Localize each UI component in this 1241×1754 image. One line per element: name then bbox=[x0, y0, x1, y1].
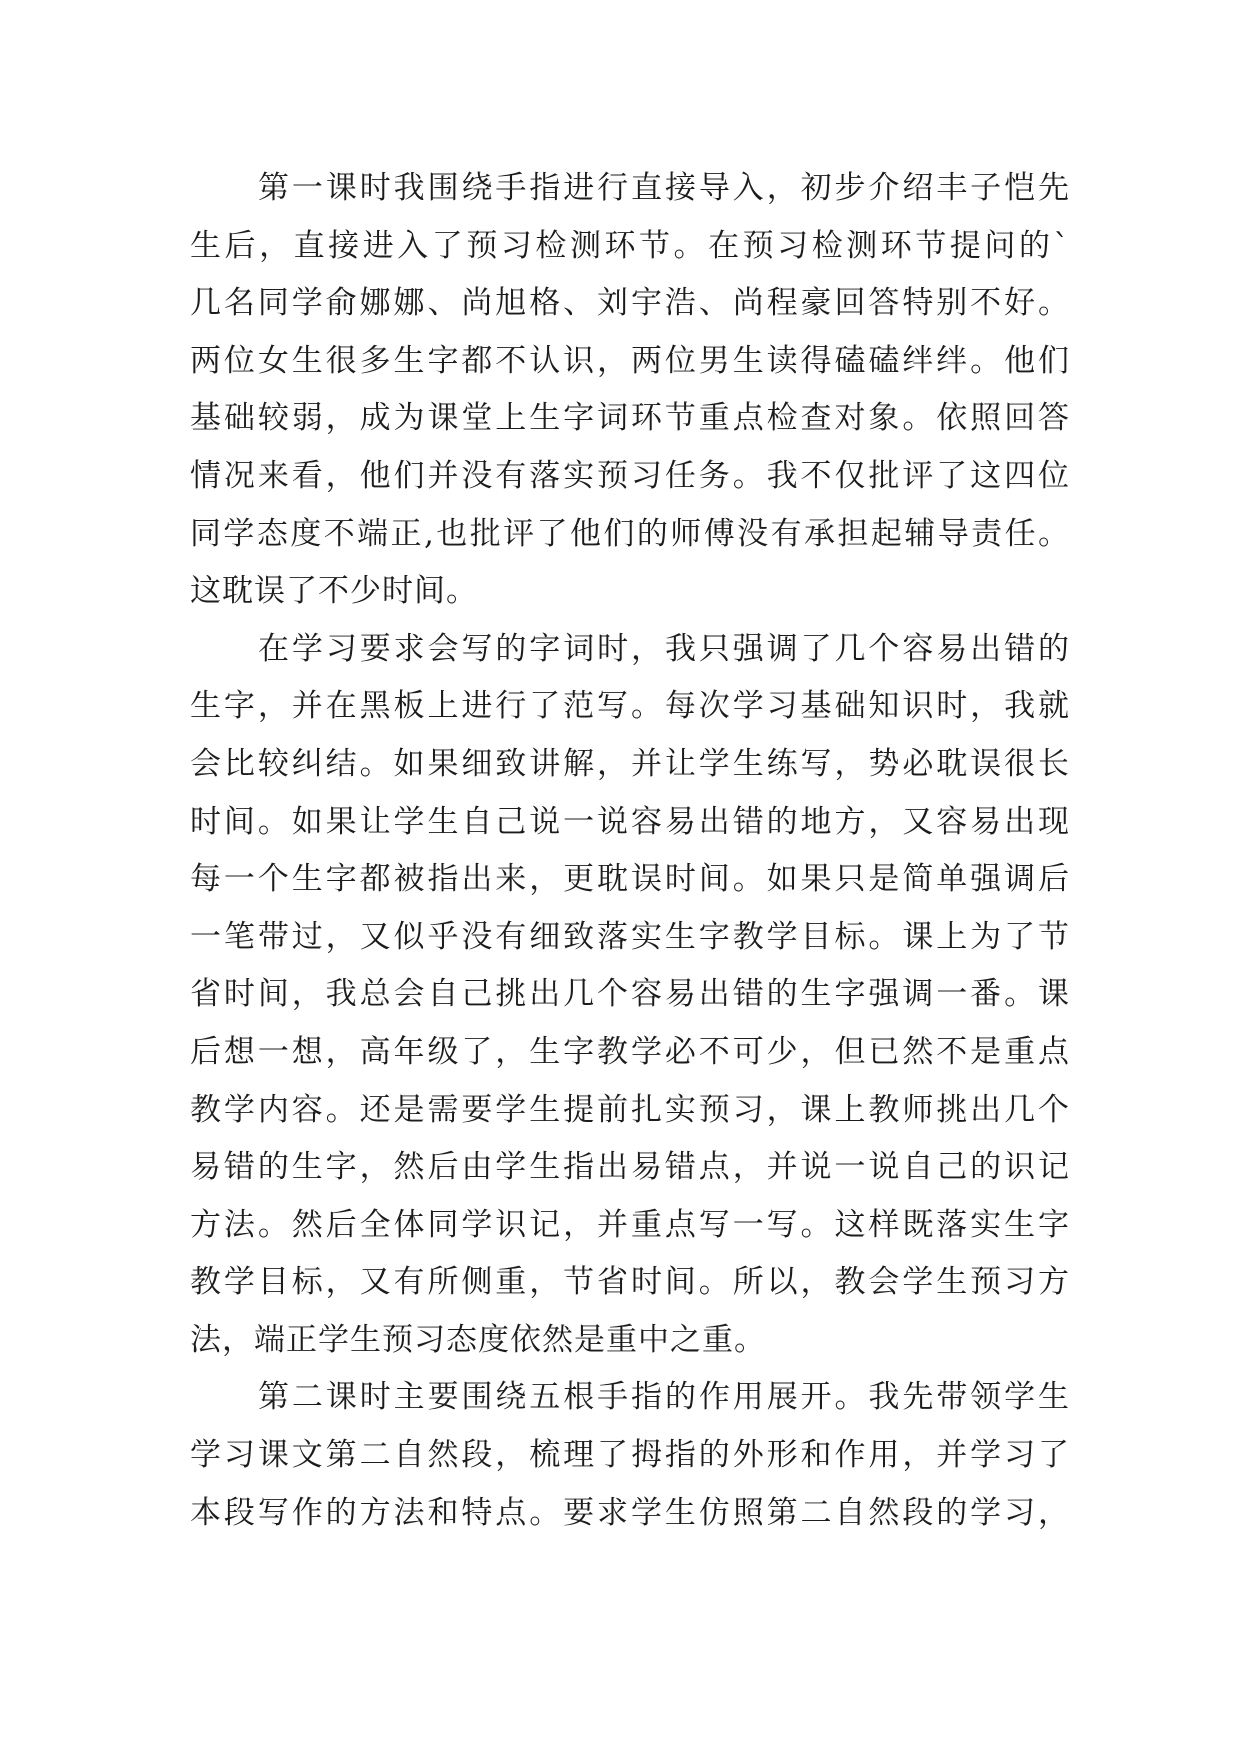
paragraph-2-line-11: 方法。然后全体同学识记，并重点写一写。这样既落实生字 bbox=[190, 1206, 1070, 1243]
paragraph-2-line-5: 每一个生字都被指出来，更耽误时间。如果只是简单强调后 bbox=[190, 861, 1070, 898]
paragraph-2-line-6: 一笔带过，又似乎没有细致落实生字教学目标。课上为了节 bbox=[190, 918, 1070, 955]
paragraph-3-line-3: 本段写作的方法和特点。要求学生仿照第二自然段的学习， bbox=[190, 1494, 1070, 1531]
paragraph-2-line-12: 教学目标，又有所侧重，节省时间。所以，教会学生预习方 bbox=[190, 1264, 1070, 1301]
paragraph-1-line-7: 同学态度不端正,也批评了他们的师傅没有承担起辅导责任。 bbox=[190, 515, 1070, 552]
paragraph-1-line-4: 两位女生很多生字都不认识，两位男生读得磕磕绊绊。他们 bbox=[190, 342, 1070, 379]
document-body bbox=[190, 160, 1070, 1542]
paragraph-2-line-8: 后想一想，高年级了，生字教学必不可少，但已然不是重点 bbox=[190, 1033, 1070, 1070]
paragraph-1-line-3: 几名同学俞娜娜、尚旭格、刘宇浩、尚程豪回答特别不好。 bbox=[190, 285, 1070, 322]
paragraph-2-line-1: 在学习要求会写的字词时，我只强调了几个容易出错的 bbox=[258, 630, 1070, 667]
paragraph-2-line-7: 省时间，我总会自己挑出几个容易出错的生字强调一番。课 bbox=[190, 976, 1070, 1013]
paragraph-1-line-5: 基础较弱，成为课堂上生字词环节重点检查对象。依照回答 bbox=[190, 400, 1070, 437]
paragraph-2-line-10: 易错的生字，然后由学生指出易错点，并说一说自己的识记 bbox=[190, 1149, 1070, 1186]
paragraph-2-line-3: 会比较纠结。如果细致讲解，并让学生练写，势必耽误很长 bbox=[190, 745, 1070, 782]
paragraph-2-line-13: 法，端正学生预习态度依然是重中之重。 bbox=[190, 1321, 766, 1358]
paragraph-1-line-8: 这耽误了不少时间。 bbox=[190, 573, 478, 610]
paragraph-2-line-4: 时间。如果让学生自己说一说容易出错的地方，又容易出现 bbox=[190, 803, 1070, 840]
paragraph-3-line-2: 学习课文第二自然段，梳理了拇指的外形和作用，并学习了 bbox=[190, 1437, 1070, 1474]
paragraph-1-line-2: 生后，直接进入了预习检测环节。在预习检测环节提问的` bbox=[190, 227, 1070, 264]
paragraph-3-line-1: 第二课时主要围绕五根手指的作用展开。我先带领学生 bbox=[258, 1379, 1070, 1416]
paragraph-1-line-1: 第一课时我围绕手指进行直接导入，初步介绍丰子恺先 bbox=[258, 170, 1070, 206]
paragraph-2-line-9: 教学内容。还是需要学生提前扎实预习，课上教师挑出几个 bbox=[190, 1091, 1070, 1128]
paragraph-2-line-2: 生字，并在黑板上进行了范写。每次学习基础知识时，我就 bbox=[190, 688, 1070, 725]
paragraph-1-line-6: 情况来看，他们并没有落实预习任务。我不仅批评了这四位 bbox=[190, 457, 1070, 494]
